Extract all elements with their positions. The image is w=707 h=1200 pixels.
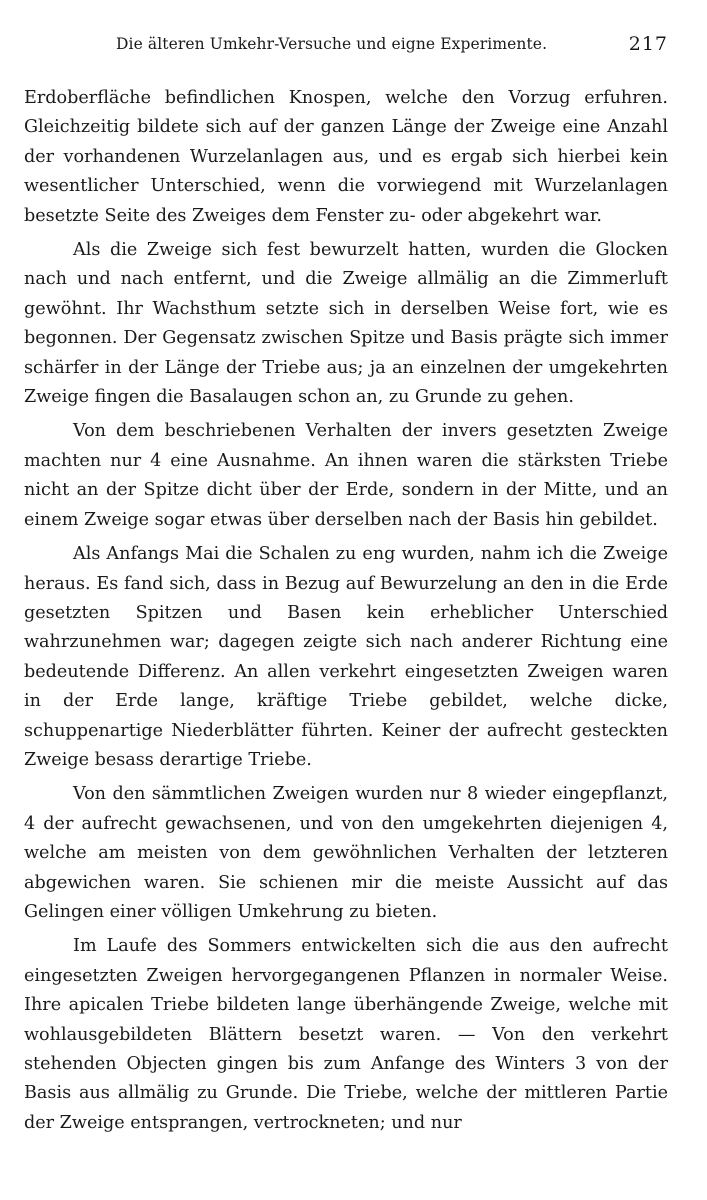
paragraph-continued: Erdoberfläche befindlichen Knospen, welche den Vorzug erfuhren. Gleichzeitig bildete sich auf der ganzen Länge der Zweige eine Anzahl der vorhandenen Wurzelanlagen aus, und es ergab sich hierbei kein wesentlicher Unterschied, wenn die vorwiegend mit Wurzelanlagen besetzte Seite des Zweiges dem Fenster zu- oder abgekehrt war.	[24, 88, 668, 226]
paragraph: Im Laufe des Sommers entwickelten sich die aus den aufrecht eingesetzten Zweigen hervorgegangenen Pflanzen in normaler Weise. Ihre apicalen Triebe bildeten lange überhängende Zweige, welche mit wohlausgebildeten Blättern besetzt waren. — Von den verkehrt stehenden Objecten gingen bis zum Anfange des Winters 3 von der Basis aus allmälig zu Grunde. Die Triebe, welche der mittleren Partie der Zweige entsprangen, vertrockneten; und nur	[24, 936, 668, 1133]
running-title: Die älteren Umkehr-Versuche und eigne Experimente.	[116, 35, 548, 53]
paragraph: Von den sämmtlichen Zweigen wurden nur 8 wieder eingepflanzt, 4 der aufrecht gewachsenen, und von den umgekehrten diejenigen 4, welche am meisten von dem gewöhnlichen Verhalten der letzteren abgewichen waren. Sie schienen mir die meiste Aussicht auf das Gelingen einer völligen Umkehrung zu bieten.	[24, 784, 668, 922]
page-header	[24, 33, 668, 59]
paragraph: Von dem beschriebenen Verhalten der invers gesetzten Zweige machten nur 4 eine Ausnahme. An ihnen waren die stärksten Triebe nicht an der Spitze dicht über der Erde, sondern in der Mitte, und an einem Zweige sogar etwas über derselben nach der Basis hin gebildet.	[24, 421, 668, 530]
book-page	[24, 0, 668, 1200]
paragraph: Als Anfangs Mai die Schalen zu eng wurden, nahm ich die Zweige heraus. Es fand sich, dass in Bezug auf Bewurzelung an den in die Erde gesetzten Spitzen und Basen kein erheblicher Unterschied wahrzunehmen war; dagegen zeigte sich nach anderer Richtung eine bedeutende Differenz. An allen verkehrt eingesetzten Zweigen waren in der Erde lange, kräftige Triebe gebildet, welche dicke, schuppenartige Niederblätter führten. Keiner der aufrecht gesteckten Zweige besass derartige Triebe.	[24, 544, 668, 770]
page-number: 217	[628, 33, 668, 55]
paragraph: Als die Zweige sich fest bewurzelt hatten, wurden die Glocken nach und nach entfernt, und die Zweige allmälig an die Zimmerluft gewöhnt. Ihr Wachsthum setzte sich in derselben Weise fort, wie es begonnen. Der Gegensatz zwischen Spitze und Basis prägte sich immer schärfer in der Länge der Triebe aus; ja an einzelnen der umgekehrten Zweige fingen die Basalaugen schon an, zu Grunde zu gehen.	[24, 240, 668, 408]
body-text	[24, 84, 668, 1138]
